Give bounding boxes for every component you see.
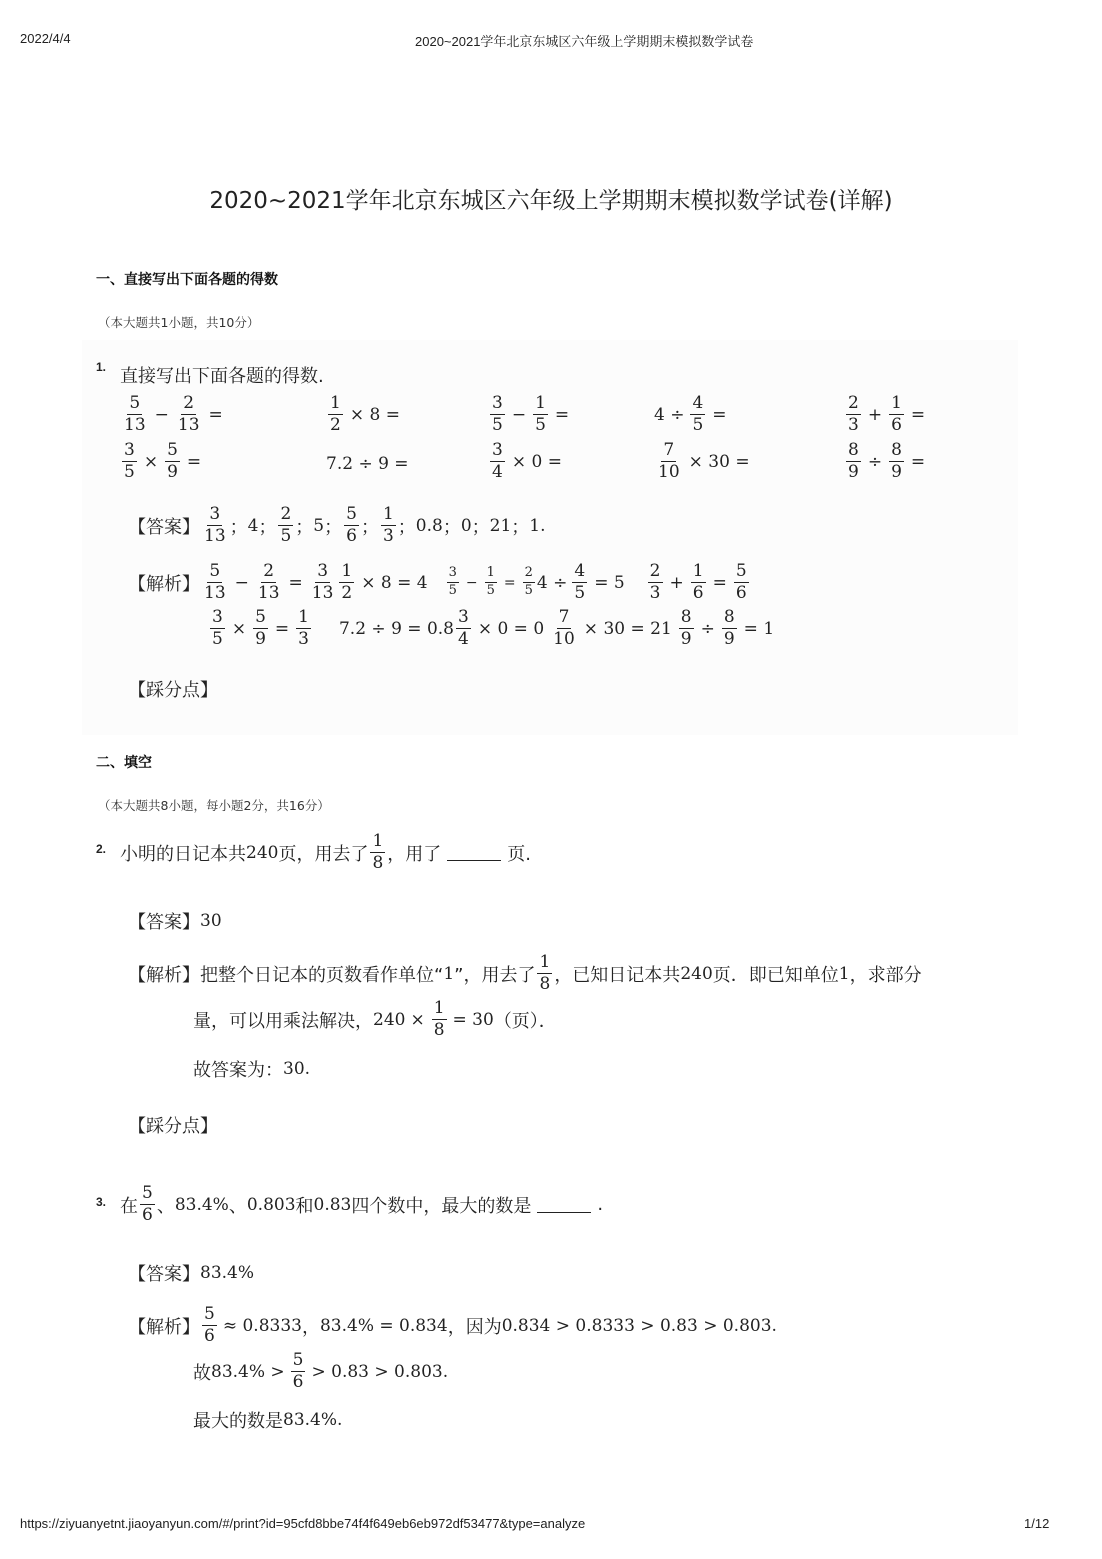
fraction: $\frac{3}{4}$ bbox=[492, 440, 503, 483]
section-1-heading: 一、直接写出下面各题的得数 bbox=[96, 272, 278, 288]
question-1-score-points: 【踩分点】 bbox=[128, 680, 218, 701]
question-2-analysis-line-1: 【解析】 把整个日记本的页数看作单位“ 1 ”，用去了 $\frac{1}{8}$ ，已知日记本共 240 页．即已知单位 1 ，求部分 bbox=[128, 952, 922, 995]
problem-10: $\frac{8}{9}$ ÷ $\frac{8}{9}$ = bbox=[848, 440, 926, 483]
problem-6: $\frac{3}{5}$ × $\frac{5}{9}$ = bbox=[124, 440, 202, 483]
question-3-analysis-line-3: 最大的数是 83.4% . bbox=[193, 1410, 343, 1432]
question-3-answer: 【答案】 83.4% bbox=[128, 1263, 255, 1285]
print-date: 2022/4/4 bbox=[20, 31, 71, 46]
fraction: $\frac{4}{5}$ bbox=[692, 393, 704, 436]
question-3-analysis-line-1: 【解析】 $\frac{5}{6}$ ≈ 0.8333 ， 83.4% = 0.834 ，因为 0.834 > 0.8333 > 0.83 > 0.803 . bbox=[128, 1304, 777, 1347]
problem-2: $\frac{1}{2}$ × 8 = bbox=[330, 393, 400, 436]
fraction: $\frac{1}{5}$ bbox=[535, 393, 546, 436]
fraction: $\frac{8}{9}$ bbox=[891, 440, 902, 483]
fraction: $\frac{5}{9}$ bbox=[167, 440, 178, 483]
fraction: $\frac{2}{3}$ bbox=[848, 393, 859, 436]
problem-3: $\frac{3}{5}$ − $\frac{1}{5}$ = bbox=[492, 393, 570, 436]
problem-8: $\frac{3}{4}$ × 0 = bbox=[492, 440, 562, 483]
question-1-number: 1. bbox=[96, 360, 107, 374]
answer-blank bbox=[447, 860, 501, 861]
fraction: $\frac{3}{5}$ bbox=[492, 393, 503, 436]
section-1-note: （本大题共1小题，共10分） bbox=[98, 315, 260, 330]
problem-7: 7.2 ÷ 9 = bbox=[326, 454, 409, 474]
question-3-analysis-line-2: 故 83.4% > $\frac{5}{6}$ > 0.83 > 0.803 . bbox=[193, 1350, 449, 1393]
fraction: $\frac{1}{2}$ bbox=[330, 393, 341, 436]
question-2-answer: 【答案】 30 bbox=[128, 911, 222, 933]
question-2-text: 小明的日记本共 240 页，用去了 $\frac{1}{8}$ ，用了 页. bbox=[120, 831, 532, 874]
fraction: $\frac{1}{6}$ bbox=[891, 393, 902, 436]
page-number: 1/12 bbox=[1024, 1516, 1050, 1531]
problem-9: $\frac{7}{10}$ × 30 = bbox=[658, 440, 750, 483]
problem-5: $\frac{2}{3}$ + $\frac{1}{6}$ = bbox=[848, 393, 926, 436]
problem-1: $\frac{5}{13}$ − $\frac{2}{13}$ = bbox=[124, 393, 223, 436]
problem-4: 4 ÷ $\frac{4}{5}$ = bbox=[654, 393, 727, 436]
section-2-note: （本大题共8小题，每小题2分，共16分） bbox=[98, 798, 330, 813]
question-1-text: 直接写出下面各题的得数. bbox=[120, 366, 324, 387]
print-doc-title: 2020~2021学年北京东城区六年级上学期期末模拟数学试卷 bbox=[415, 34, 754, 49]
fraction: $\frac{2}{13}$ bbox=[177, 393, 200, 436]
question-2-score-points: 【踩分点】 bbox=[128, 1116, 218, 1137]
question-2-analysis-line-3: 故答案为： 30 . bbox=[193, 1059, 311, 1081]
fraction: $\frac{7}{10}$ bbox=[658, 440, 680, 483]
answer-blank bbox=[537, 1212, 591, 1213]
section-2-heading: 二、填空 bbox=[96, 755, 152, 771]
question-1-analysis-row-1: 【解析】 $\frac{5}{13}$ − $\frac{2}{13}$ = $\frac{3}{13}$ $\frac{1}{2}$ × 8 = 4 $\frac{3}{5}$ − $\frac{1}{5}$ = $\frac{2}{5}$ 4 ÷ $\frac{4}{5}$ = 5 $\frac{2}{3}$ + $\frac{1}{6}$ = $\frac{5}{6}$ bbox=[128, 561, 747, 604]
question-3-number: 3. bbox=[96, 1195, 107, 1209]
fraction: $\frac{8}{9}$ bbox=[848, 440, 859, 483]
question-2-analysis-line-2: 量，可以用乘法解决， 240 × $\frac{1}{8}$ = 30 （页）． bbox=[193, 998, 557, 1041]
print-url: https://ziyuanyetnt.jiaoyanyun.com/#/print?id=95cfd8bbe74f4f649eb6eb972df53477&type=analyze bbox=[20, 1516, 586, 1531]
question-1-analysis-row-2: $\frac{3}{5}$ × $\frac{5}{9}$ = $\frac{1}{3}$ 7.2 ÷ 9 = 0.8 $\frac{3}{4}$ × 0 = 0 $\frac{7}{10}$ × 30 = 21 $\frac{8}{9}$ ÷ $\frac{8}{9}$ = 1 bbox=[212, 607, 775, 650]
fraction: $\frac{5}{13}$ bbox=[124, 393, 146, 436]
fraction: $\frac{3}{5}$ bbox=[124, 440, 135, 483]
question-3-text: 在 $\frac{5}{6}$ 、 83.4% 、 0.803 和 0.83 四个数中，最大的数是 . bbox=[120, 1183, 604, 1226]
question-1-answer: 【答案】 $\frac{3}{13}$ ； 4 ； $\frac{2}{5}$ ； 5 ； $\frac{5}{6}$ ； $\frac{1}{3}$ ； 0.8 ； 0 ； 21 ； 1 . bbox=[128, 504, 546, 547]
page-title: 2020~2021学年北京东城区六年级上学期期末模拟数学试卷(详解) bbox=[209, 188, 893, 214]
question-2-number: 2. bbox=[96, 842, 107, 856]
